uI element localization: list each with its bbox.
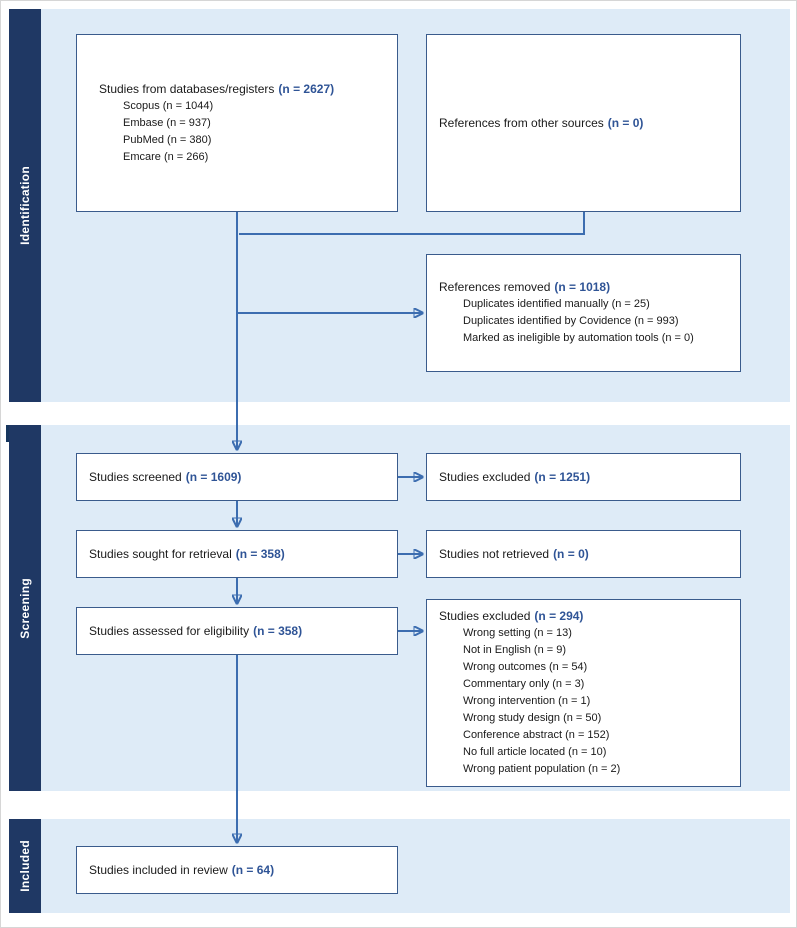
section-label-identification: Identification — [18, 166, 32, 245]
box-excluded-eligibility-item: Wrong setting (n = 13) — [463, 627, 572, 639]
box-other-sources — [426, 34, 741, 212]
box-references-removed — [426, 254, 741, 372]
section-strip-screening — [9, 425, 41, 791]
box-excluded-eligibility-title — [439, 608, 583, 625]
box-excluded-screened — [426, 453, 741, 501]
box-not-retrieved-count: (n = 0) — [553, 546, 589, 561]
box-screened — [76, 453, 398, 501]
box-databases-count: (n = 2627) — [278, 81, 335, 96]
box-sought — [76, 530, 398, 578]
box-assessed — [76, 607, 398, 655]
box-excluded-eligibility-count: (n = 294) — [534, 609, 584, 623]
box-included-title — [89, 862, 274, 879]
box-screened-title — [89, 469, 241, 486]
box-excluded-eligibility-item: Not in English (n = 9) — [463, 644, 567, 656]
box-not-retrieved-title — [439, 546, 589, 563]
box-sought-title — [89, 546, 285, 563]
box-databases-title-text: Studies from databases/registers — [99, 81, 275, 96]
box-other-sources-title-text: References from other sources — [439, 115, 604, 130]
box-excluded-eligibility — [426, 599, 741, 787]
box-sought-title-text: Studies sought for retrieval — [89, 546, 232, 561]
box-references-removed-item: Duplicates identified by Covidence (n = 993) — [463, 315, 679, 327]
box-databases-item: Emcare (n = 266) — [123, 150, 209, 163]
box-excluded-eligibility-item: No full article located (n = 10) — [463, 746, 607, 758]
box-not-retrieved — [426, 530, 741, 578]
box-assessed-title — [89, 623, 302, 640]
box-excluded-eligibility-item: Wrong patient population (n = 2) — [463, 763, 621, 775]
box-excluded-screened-count: (n = 1251) — [534, 469, 591, 484]
box-sought-count: (n = 358) — [235, 546, 285, 561]
box-included-title-text: Studies included in review — [89, 862, 228, 877]
left-edge-mark — [6, 425, 9, 442]
box-included-count: (n = 64) — [231, 862, 275, 877]
box-references-removed-item: Marked as ineligible by automation tools (n = 0) — [463, 332, 694, 344]
box-databases — [76, 34, 398, 212]
section-strip-identification — [9, 9, 41, 402]
section-label-included: Included — [18, 840, 32, 892]
box-references-removed-title — [439, 279, 610, 296]
section-label-screening: Screening — [18, 577, 32, 639]
box-excluded-eligibility-item: Conference abstract (n = 152) — [463, 729, 610, 741]
box-references-removed-count: (n = 1018) — [554, 280, 611, 294]
box-excluded-eligibility-item: Wrong outcomes (n = 54) — [463, 661, 588, 673]
box-other-sources-title — [439, 115, 643, 132]
box-databases-item: Embase (n = 937) — [123, 116, 211, 129]
box-included-in-review — [76, 846, 398, 894]
box-excluded-screened-title — [439, 469, 590, 486]
box-excluded-eligibility-title-text: Studies excluded — [439, 609, 531, 623]
box-not-retrieved-title-text: Studies not retrieved — [439, 546, 550, 561]
box-excluded-eligibility-item: Commentary only (n = 3) — [463, 678, 585, 690]
box-screened-count: (n = 1609) — [185, 469, 242, 484]
box-assessed-count: (n = 358) — [253, 623, 303, 638]
box-assessed-title-text: Studies assessed for eligibility — [89, 623, 250, 638]
section-strip-included — [9, 819, 41, 913]
box-databases-item: Scopus (n = 1044) — [123, 99, 214, 112]
box-databases-title — [99, 81, 334, 98]
box-other-sources-count: (n = 0) — [607, 115, 644, 130]
box-databases-item: PubMed (n = 380) — [123, 133, 212, 146]
box-excluded-screened-title-text: Studies excluded — [439, 469, 531, 484]
box-references-removed-title-text: References removed — [439, 280, 551, 294]
box-screened-title-text: Studies screened — [89, 469, 182, 484]
box-references-removed-item: Duplicates identified manually (n = 25) — [463, 298, 650, 310]
box-excluded-eligibility-item: Wrong intervention (n = 1) — [463, 695, 591, 707]
box-excluded-eligibility-item: Wrong study design (n = 50) — [463, 712, 602, 724]
